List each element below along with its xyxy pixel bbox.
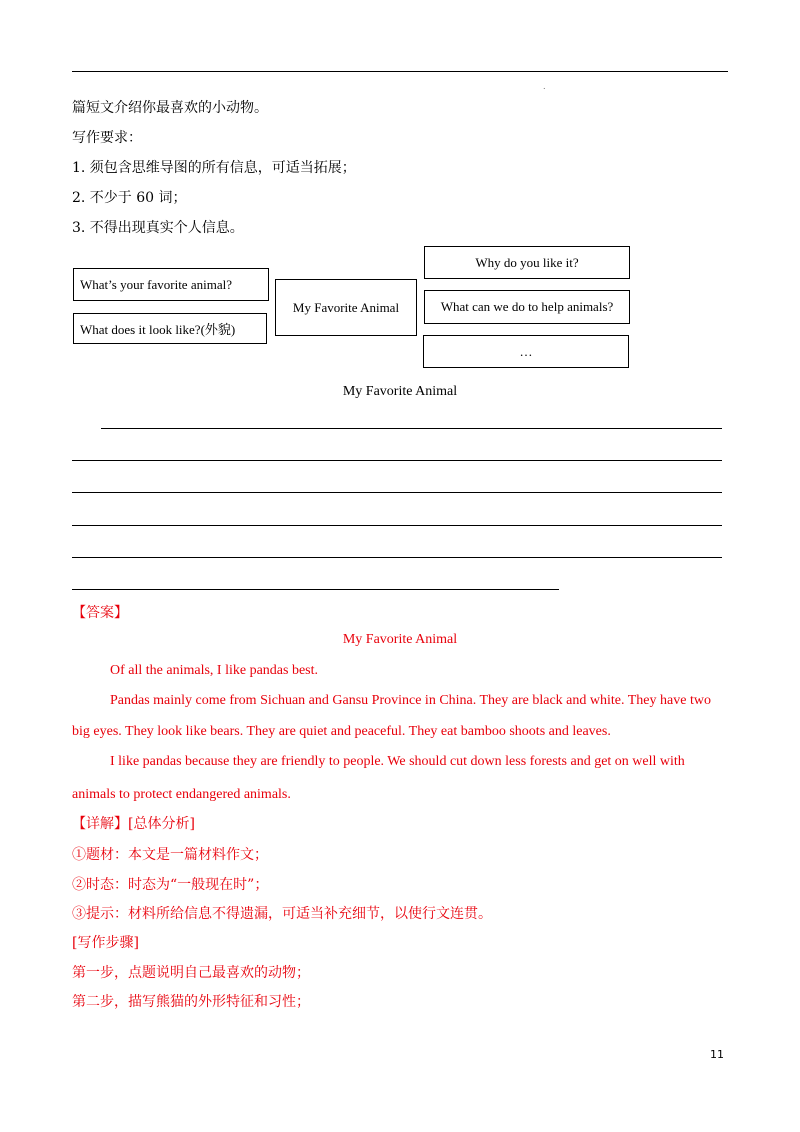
detail-item-2: ②时态：时态为“一般现在时”； xyxy=(72,877,269,893)
page-number: 11 xyxy=(710,1048,724,1061)
mindmap-box-favorite-animal xyxy=(73,268,269,301)
step-2: 第二步，描写熊猫的外形特征和习性； xyxy=(72,994,310,1010)
requirement-1: 1. 须包含思维导图的所有信息，可适当拓展； xyxy=(72,160,356,176)
answer-paragraph-2-line-2: big eyes. They look like bears. They are quiet and peaceful. They eat bamboo shoots and leaves. xyxy=(72,724,611,739)
writing-title: My Favorite Animal xyxy=(342,384,458,399)
answer-paragraph-3-line-1: I like pandas because they are friendly to people. We should cut down less forests and get on well with xyxy=(110,754,685,769)
mindmap-box-more xyxy=(423,335,629,368)
writing-line xyxy=(72,492,722,493)
answer-paragraph-1: Of all the animals, I like pandas best. xyxy=(110,663,318,678)
mindmap-box-why xyxy=(424,246,630,279)
answer-paragraph-3-line-2: animals to protect endangered animals. xyxy=(72,787,291,802)
mindmap-box-label: What does it look like?(外貌) xyxy=(80,322,236,337)
mindmap-box-label: What’s your favorite animal? xyxy=(80,276,232,292)
detail-label: 【详解】[总体分析] xyxy=(72,816,195,832)
detail-item-3: ③提示：材料所给信息不得遗漏，可适当补充细节，以使行文连贯。 xyxy=(72,906,492,922)
writing-line xyxy=(72,557,722,558)
writing-line xyxy=(101,428,722,429)
mindmap-box-label: … xyxy=(519,343,533,359)
decorative-dot: . xyxy=(543,82,546,91)
requirement-2: 2. 不少于 60 词； xyxy=(72,190,187,206)
steps-label: [写作步骤] xyxy=(72,935,139,951)
writing-line xyxy=(72,460,722,461)
writing-line xyxy=(72,589,559,590)
mindmap-box-label: Why do you like it? xyxy=(475,254,579,270)
requirement-3: 3. 不得出现真实个人信息。 xyxy=(72,220,244,236)
writing-line xyxy=(72,525,722,526)
mindmap-box-appearance xyxy=(73,313,267,344)
header-rule xyxy=(72,71,728,72)
mindmap-box-label: What can we do to help animals? xyxy=(440,299,614,314)
mindmap-box-help xyxy=(424,290,630,324)
answer-paragraph-2-line-1: Pandas mainly come from Sichuan and Gansu Province in China. They are black and white. They have two xyxy=(110,693,711,708)
requirements-title: 写作要求： xyxy=(72,130,142,146)
detail-item-1: ①题材：本文是一篇材料作文； xyxy=(72,847,268,863)
step-1: 第一步，点题说明自己最喜欢的动物； xyxy=(72,965,310,981)
mindmap-center-box xyxy=(275,279,417,336)
answer-label: 【答案】 xyxy=(72,605,128,621)
intro-line: 篇短文介绍你最喜欢的小动物。 xyxy=(72,100,268,116)
answer-title: My Favorite Animal xyxy=(342,632,458,647)
mindmap-center-label: My Favorite Animal xyxy=(292,299,400,315)
